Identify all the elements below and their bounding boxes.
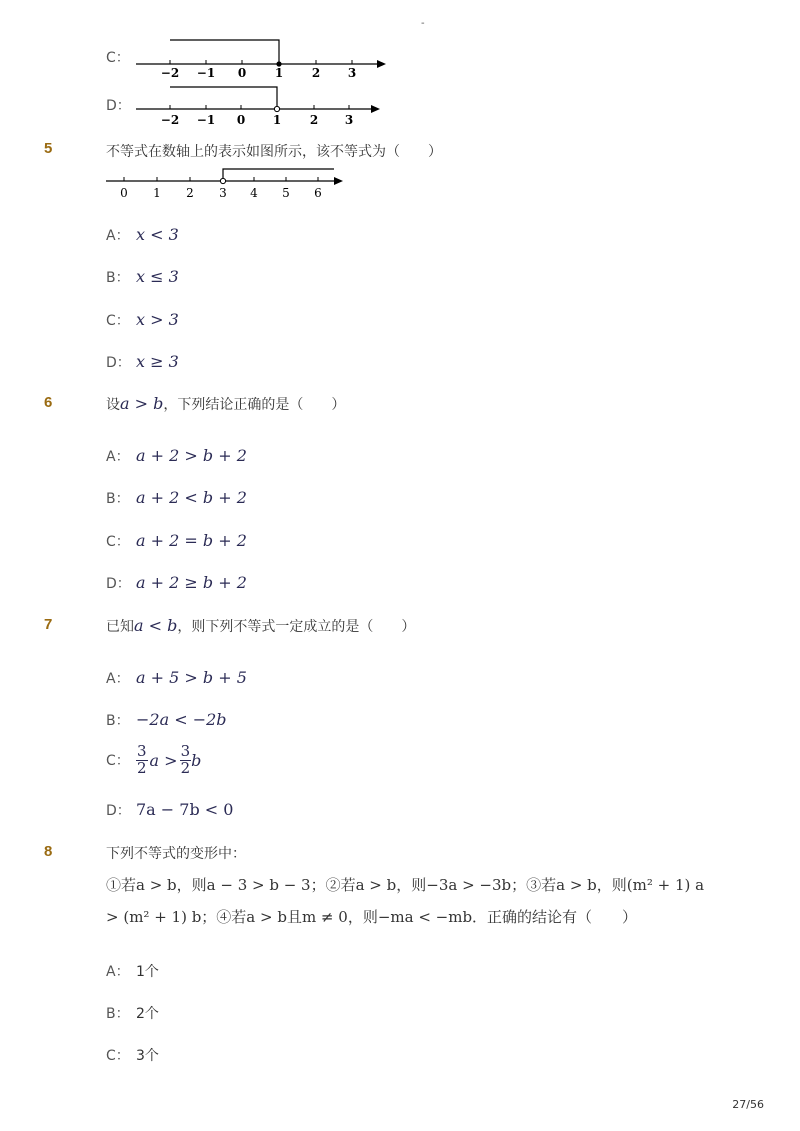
question-number: 6 bbox=[44, 394, 53, 411]
option-label: C： bbox=[106, 50, 130, 66]
option-b[interactable] bbox=[106, 488, 247, 508]
option-label: C： bbox=[106, 1048, 130, 1064]
fraction bbox=[136, 744, 148, 777]
tick-label: 2 bbox=[311, 66, 321, 80]
statement-line-2 bbox=[106, 906, 637, 927]
stem-math: a > b bbox=[120, 394, 164, 413]
option-label: A： bbox=[106, 449, 130, 465]
tick-label: 0 bbox=[237, 66, 247, 80]
option-label: B： bbox=[106, 1006, 130, 1022]
option-expr: a + 2 < b + 2 bbox=[136, 488, 247, 507]
prev-option-c[interactable] bbox=[106, 47, 136, 67]
option-c[interactable] bbox=[106, 744, 201, 777]
option-a[interactable] bbox=[106, 225, 179, 245]
number-line-d bbox=[134, 82, 394, 128]
option-d[interactable] bbox=[106, 352, 179, 372]
option-label: C： bbox=[106, 753, 130, 770]
question-number: 5 bbox=[44, 140, 53, 157]
option-c[interactable] bbox=[106, 310, 179, 330]
tick-label: 0 bbox=[236, 113, 246, 127]
option-label: D： bbox=[106, 98, 131, 114]
option-label: A： bbox=[106, 671, 130, 687]
option-b[interactable] bbox=[106, 1003, 159, 1023]
statement-line-1 bbox=[106, 874, 704, 895]
option-label: C： bbox=[106, 313, 130, 329]
fraction bbox=[180, 744, 192, 777]
stem-text: 设 bbox=[106, 397, 120, 413]
prev-option-d[interactable] bbox=[106, 95, 136, 115]
option-label: B： bbox=[106, 491, 130, 507]
tick-label: 0 bbox=[120, 186, 128, 200]
tick-label: 1 bbox=[274, 66, 284, 80]
tick-label: −1 bbox=[196, 113, 216, 127]
tick-label: 3 bbox=[344, 113, 354, 127]
option-label: A： bbox=[106, 228, 130, 244]
option-expr: a > bbox=[149, 750, 178, 770]
tick-label: −1 bbox=[196, 66, 216, 80]
option-label: A： bbox=[106, 964, 130, 980]
denominator: 2 bbox=[137, 758, 147, 777]
tick-label: −2 bbox=[160, 66, 180, 80]
stem-math: a < b bbox=[134, 616, 178, 635]
statement-text: ①若a > b，则a − 3 > b − 3；②若a > b，则−3a > −3b；③若a > b，则(m² + 1) a bbox=[106, 876, 705, 894]
question-number: 8 bbox=[44, 843, 53, 860]
tick-label: 3 bbox=[219, 186, 227, 200]
option-label: B： bbox=[106, 270, 130, 286]
tick-label: 2 bbox=[186, 186, 194, 200]
option-expr: x < 3 bbox=[136, 225, 179, 244]
option-label: B： bbox=[106, 713, 130, 729]
stem-text: ，下列结论正确的是（ ） bbox=[163, 397, 346, 413]
option-c[interactable] bbox=[106, 531, 247, 551]
question-stem bbox=[106, 616, 415, 636]
denominator: 2 bbox=[180, 758, 191, 777]
page-number: 27/56 bbox=[732, 1098, 764, 1111]
option-expr: x > 3 bbox=[136, 310, 179, 329]
option-a[interactable] bbox=[106, 668, 247, 688]
option-d[interactable] bbox=[106, 800, 233, 820]
option-label: D： bbox=[106, 803, 131, 819]
option-label: D： bbox=[106, 355, 131, 371]
option-expr: 3个 bbox=[136, 1048, 159, 1064]
option-a[interactable] bbox=[106, 446, 247, 466]
header-mark: - bbox=[421, 18, 425, 29]
tick-label: 1 bbox=[272, 113, 282, 127]
option-expr: a + 2 = b + 2 bbox=[136, 531, 247, 550]
tick-label: 1 bbox=[153, 186, 161, 200]
option-expr: x ≥ 3 bbox=[136, 352, 179, 371]
stem-text: ，则下列不等式一定成立的是（ ） bbox=[177, 619, 416, 635]
option-expr: 2个 bbox=[136, 1006, 159, 1022]
number-line-c bbox=[134, 34, 394, 80]
option-expr: a + 2 > b + 2 bbox=[136, 446, 247, 465]
tick-label: 5 bbox=[282, 186, 290, 200]
statement-text: > (m² + 1) b；④若a > b且m ≠ 0，则−ma < −mb．正确的结论有（ ） bbox=[106, 908, 638, 926]
question-stem bbox=[106, 394, 345, 414]
question-stem: 下列不等式的变形中： bbox=[106, 846, 246, 862]
tick-label: −2 bbox=[160, 113, 180, 127]
question-number: 7 bbox=[44, 616, 53, 633]
numerator: 3 bbox=[180, 742, 191, 760]
option-b[interactable] bbox=[106, 267, 179, 287]
option-expr: −2a < −2b bbox=[136, 710, 227, 729]
option-d[interactable] bbox=[106, 573, 247, 593]
option-label: C： bbox=[106, 534, 130, 550]
option-label: D： bbox=[106, 576, 131, 592]
option-expr: x ≤ 3 bbox=[136, 267, 179, 286]
tick-label: 6 bbox=[314, 186, 322, 200]
option-expr: 1个 bbox=[136, 964, 159, 980]
numerator: 3 bbox=[137, 742, 147, 760]
tick-label: 2 bbox=[309, 113, 319, 127]
tick-label: 3 bbox=[347, 66, 357, 80]
tick-label: 4 bbox=[250, 186, 258, 200]
option-b[interactable] bbox=[106, 710, 227, 730]
option-a[interactable] bbox=[106, 961, 159, 981]
option-expr: a + 5 > b + 5 bbox=[136, 668, 247, 687]
question-stem: 不等式在数轴上的表示如图所示，该不等式为（ ） bbox=[106, 144, 442, 160]
option-expr: a + 2 ≥ b + 2 bbox=[136, 573, 247, 592]
number-line-q5 bbox=[104, 165, 354, 203]
option-c[interactable] bbox=[106, 1045, 159, 1065]
stem-text: 已知 bbox=[106, 619, 134, 635]
option-expr: 7a − 7b < 0 bbox=[136, 800, 234, 819]
option-expr: b bbox=[191, 750, 202, 770]
